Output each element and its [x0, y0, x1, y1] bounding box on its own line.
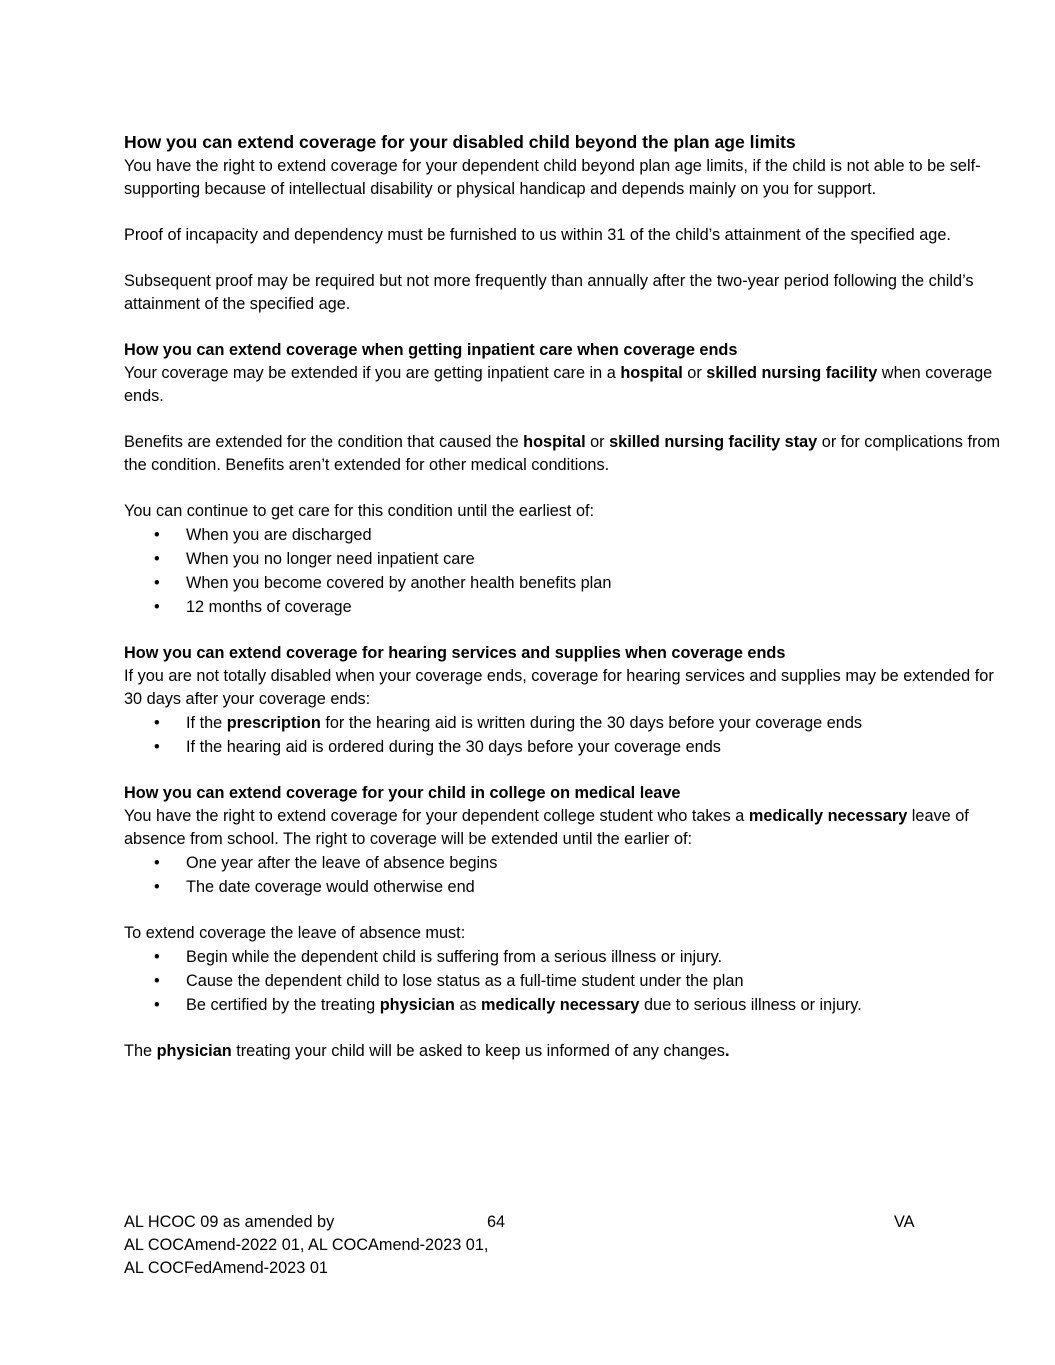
list-item: • The date coverage would otherwise end: [124, 875, 1004, 899]
list-item: • Begin while the dependent child is suffering from a serious illness or injury.: [124, 945, 1004, 969]
footer-form-line-2: AL COCAmend-2022 01, AL COCAmend-2023 01,: [124, 1236, 489, 1254]
list-item: • Cause the dependent child to lose status as a full-time student under the plan: [124, 969, 1004, 993]
list-item: • One year after the leave of absence begins: [124, 851, 1004, 875]
list-item: • When you become covered by another health benefits plan: [124, 571, 1004, 595]
paragraph-physician-informed: The physician treating your child will be asked to keep us informed of any changes.: [124, 1042, 730, 1060]
footer-state: VA: [894, 1213, 915, 1231]
paragraph-continue-care: You can continue to get care for this condition until the earliest of:: [124, 502, 595, 520]
page-number: 64: [487, 1213, 506, 1231]
heading-hearing-services: How you can extend coverage for hearing services and supplies when coverage ends: [124, 644, 786, 662]
paragraph-inpatient-extension: Your coverage may be extended if you are getting inpatient care in a hospital or skilled nursing facility when coverage ends.: [124, 364, 993, 405]
paragraph-benefits-extended: Benefits are extended for the condition that caused the hospital or skilled nursing facility stay or for complications from the condition. Benefits aren’t extended for other medical conditions.: [124, 433, 1001, 474]
paragraph-disabled-child-right: You have the right to extend coverage for your dependent child beyond plan age limits, if the child is not able to be self-supporting because of intellectual disability or physical handicap and depends mainly on you for support.: [124, 157, 981, 198]
list-leave-requirements: [124, 945, 1004, 1017]
list-hearing-conditions: [124, 711, 1004, 759]
paragraph-subsequent-proof: Subsequent proof may be required but not more frequently than annually after the two-year period following the child’s attainment of the specified age.: [124, 272, 974, 313]
list-item: • 12 months of coverage: [124, 595, 1004, 619]
paragraph-proof-of-incapacity: Proof of incapacity and dependency must be furnished to us within 31 of the child’s attainment of the specified age.: [124, 226, 951, 244]
paragraph-leave-must: To extend coverage the leave of absence must:: [124, 924, 466, 942]
footer-form-line-3: AL COCFedAmend-2023 01: [124, 1259, 328, 1277]
list-item: • Be certified by the treating physician as medically necessary due to serious illness or injury.: [124, 993, 1004, 1017]
list-college-earlier-of: [124, 851, 1004, 899]
list-inpatient-earliest: [124, 523, 1004, 619]
document-body: [124, 130, 1004, 1063]
list-item: • When you no longer need inpatient care: [124, 547, 1004, 571]
list-item: • If the hearing aid is ordered during the 30 days before your coverage ends: [124, 735, 1004, 759]
heading-disabled-child: How you can extend coverage for your disabled child beyond the plan age limits: [124, 132, 796, 152]
heading-inpatient-care: How you can extend coverage when getting inpatient care when coverage ends: [124, 341, 738, 359]
paragraph-hearing-extension: If you are not totally disabled when your coverage ends, coverage for hearing services and supplies may be extended for 30 days after your coverage ends:: [124, 667, 994, 708]
list-item: • When you are discharged: [124, 523, 1004, 547]
footer-form-line-1: AL HCOC 09 as amended by: [124, 1213, 335, 1231]
page-footer: [124, 1211, 924, 1280]
paragraph-college-right: You have the right to extend coverage for your dependent college student who takes a medically necessary leave of absence from school. The right to coverage will be extended until the earlier of:: [124, 807, 969, 848]
heading-college-medical-leave: How you can extend coverage for your child in college on medical leave: [124, 784, 681, 802]
list-item: • If the prescription for the hearing aid is written during the 30 days before your coverage ends: [124, 711, 1004, 735]
